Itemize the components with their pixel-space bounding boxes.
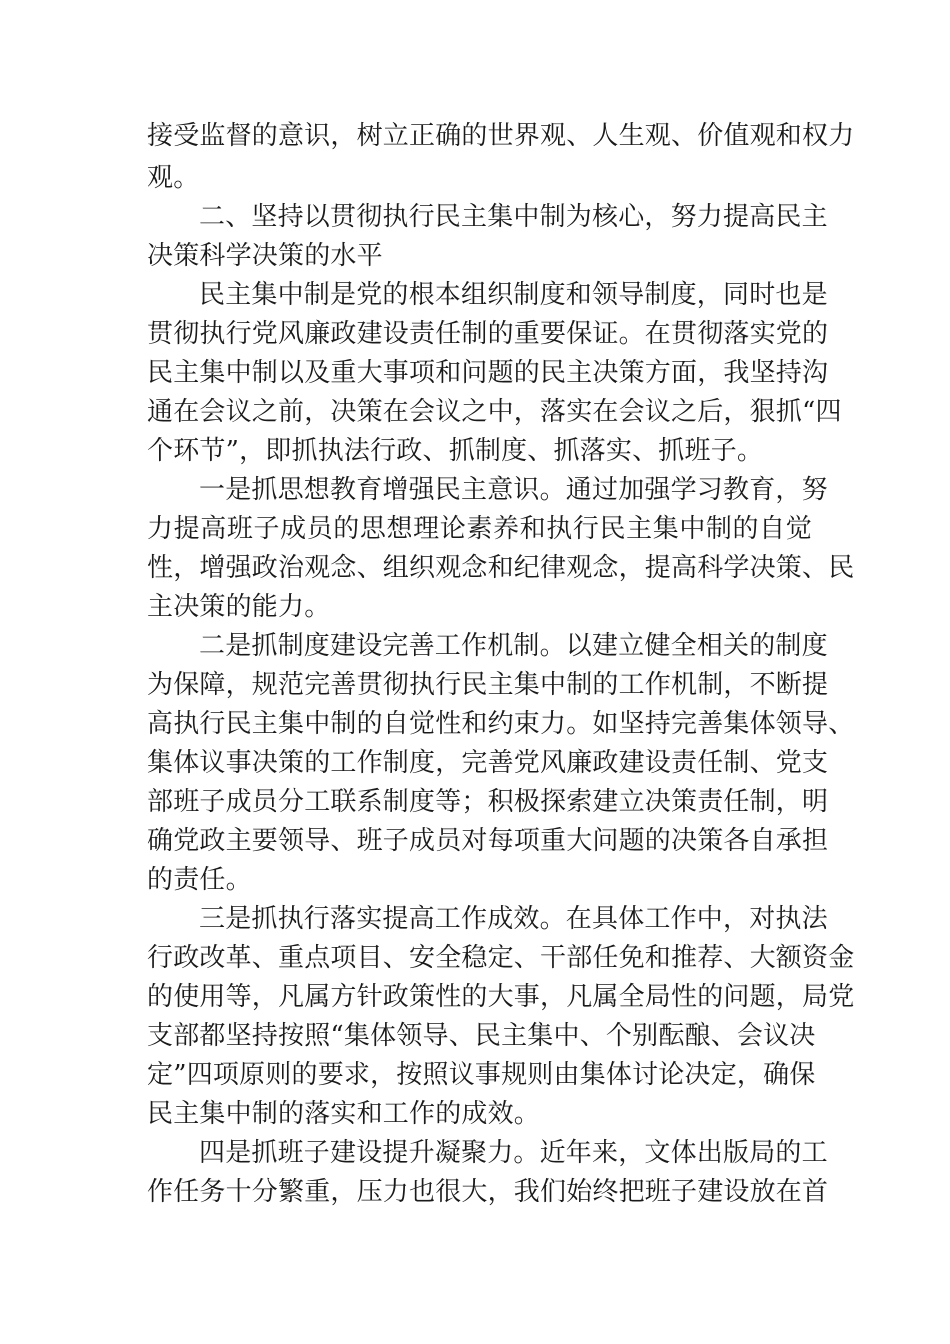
text-line: 个环节”，即抓执法行政、抓制度、抓落实、抓班子。 (147, 436, 764, 466)
text-line: 三是抓执行落实提高工作成效。在具体工作中，对执法 (199, 904, 828, 934)
text-line: 贯彻执行党风廉政建设责任制的重要保证。在贯彻落实党的 (147, 319, 829, 349)
text-line: 集体议事决策的工作制度，完善党风廉政建设责任制、党支 (147, 748, 829, 778)
text-line: 部班子成员分工联系制度等；积极探索建立决策责任制，明 (147, 787, 829, 817)
text-line: 的责任。 (147, 865, 252, 895)
text-line: 观。 (147, 163, 200, 193)
text-line: 行政改革、重点项目、安全稳定、干部任免和推荐、大额资金 (147, 943, 855, 973)
text-line: 作任务十分繁重，压力也很大，我们始终把班子建设放在首 (147, 1177, 829, 1207)
text-line: 主决策的能力。 (147, 592, 331, 622)
text-line: 为保障，规范完善贯彻执行民主集中制的工作机制，不断提 (147, 670, 829, 700)
text-line: 通在会议之前，决策在会议之中，落实在会议之后，狠抓“四 (147, 397, 842, 427)
text-line: 民主集中制的落实和工作的成效。 (147, 1099, 541, 1129)
text-line: 二是抓制度建设完善工作机制。以建立健全相关的制度 (199, 631, 828, 661)
text-line: 民主集中制是党的根本组织制度和领导制度，同时也是 (199, 280, 828, 310)
text-line: 接受监督的意识，树立正确的世界观、人生观、价值观和权力 (147, 121, 855, 151)
text-line: 四是抓班子建设提升凝聚力。近年来，文体出版局的工 (199, 1138, 828, 1168)
text-line: 性，增强政治观念、组织观念和纪律观念，提高科学决策、民 (147, 553, 855, 583)
text-line: 定”四项原则的要求，按照议事规则由集体讨论决定，确保 (147, 1060, 816, 1090)
section-heading-line: 决策科学决策的水平 (147, 241, 383, 271)
text-line: 的使用等，凡属方针政策性的大事，凡属全局性的问题，局党 (147, 982, 855, 1012)
text-line: 一是抓思想教育增强民主意识。通过加强学习教育，努 (199, 475, 828, 505)
text-line: 支部都坚持按照“集体领导、民主集中、个别酝酿、会议决 (147, 1021, 816, 1051)
text-line: 力提高班子成员的思想理论素养和执行民主集中制的自觉 (147, 514, 812, 544)
text-line: 民主集中制以及重大事项和问题的民主决策方面，我坚持沟 (147, 358, 829, 388)
text-line: 确党政主要领导、班子成员对每项重大问题的决策各自承担 (147, 826, 829, 856)
section-heading-line: 二、坚持以贯彻执行民主集中制为核心，努力提高民主 (199, 202, 828, 232)
text-line: 高执行民主集中制的自觉性和约束力。如坚持完善集体领导、 (147, 709, 855, 739)
